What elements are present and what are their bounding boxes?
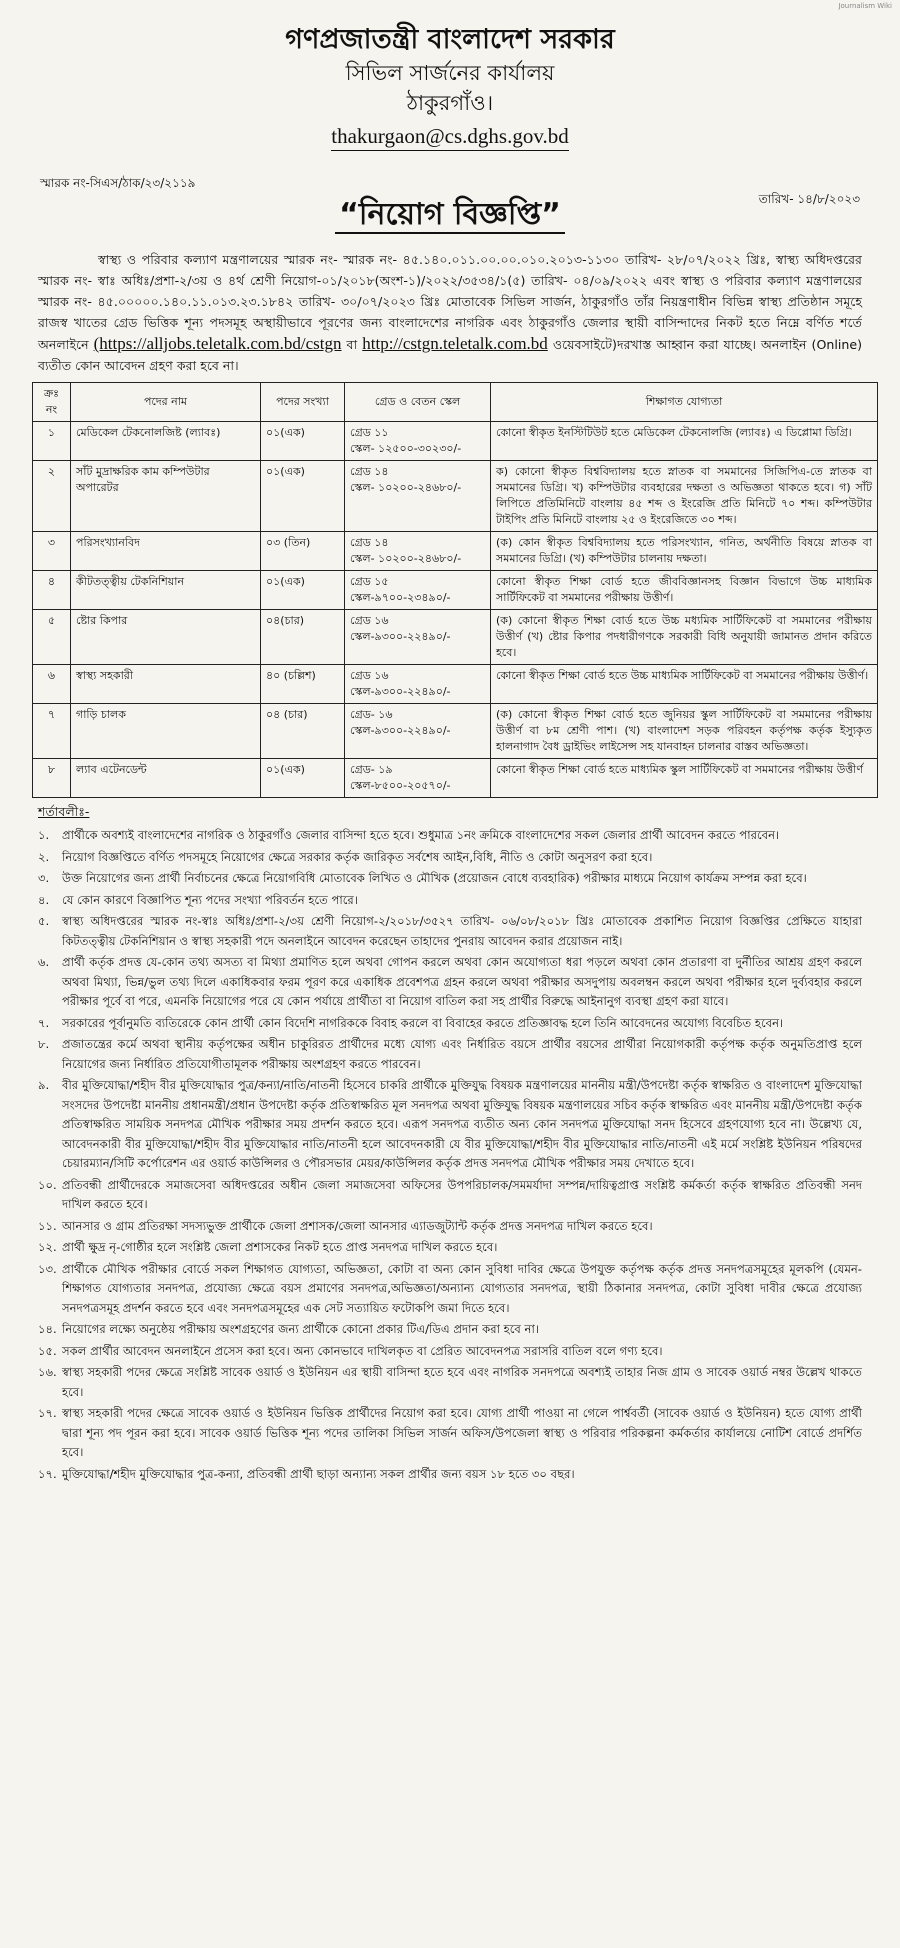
term-number: ১. — [38, 828, 50, 842]
term-item — [38, 1035, 862, 1074]
table-row — [33, 665, 878, 704]
grade: গ্রেড ১৫ — [350, 575, 389, 588]
terms-list — [38, 826, 862, 1484]
table-row — [33, 532, 878, 571]
cell-post-name: কীটতত্ত্বীয় টেকনিশিয়ান — [71, 571, 261, 610]
term-item — [38, 1363, 862, 1402]
term-text: প্রজাতন্ত্রের কর্মে অথবা স্থানীয় কর্তৃপক্ষের অধীন চাকুরিরত প্রার্থীদের মধ্যে যোগ্য এবং নির্ধারিত বয়সে প্রার্থীর বয়সের প্রার্থীরা নিয়োগকারী কর্তৃপক্ষ কর্তৃক অনুমতিপ্রাপ্ত হলে নিয়োগের জন্য নির্ধারিত প্রতিযোগীতামূলক পরীক্ষায় অংশগ্রহণ করতে পারবেন। — [62, 1037, 862, 1071]
term-text: আনসার ও গ্রাম প্রতিরক্ষা সদস্যভুক্ত প্রার্থীকে জেলা প্রশাসক/জেলা আনসার এ্যাডজুট্যান্ট কর্তৃক প্রদত্ত সনদপত্র দাখিল করতে হবে। — [62, 1218, 653, 1233]
term-item — [38, 953, 862, 1012]
term-number: ১২. — [38, 1240, 57, 1254]
term-text: প্রতিবন্ধী প্রার্থীদেরকে সমাজসেবা অধিদপ্তরের অধীন জেলা সমাজসেবা অফিসের উপপরিচালক/সমমর্যাদা সম্পন্ন/দায়িত্বপ্রাপ্ত সংশ্লিষ্ট কর্মকর্তা কর্তৃক স্বাক্ষরিত প্রতিবন্ধী সনদ দাখিল করতে হবে। — [62, 1177, 862, 1211]
table-row — [33, 571, 878, 610]
term-text: প্রার্থীকে মৌখিক পরীক্ষার বোর্ডে সকল শিক্ষাগত যোগ্যতা, অভিজ্ঞতা, কোটা বা অন্য কোন সুবিধা দাবির ক্ষেত্রে উপযুক্ত কর্তৃপক্ষ কর্তৃক প্রদত্ত সনদপত্রসমূহের মূলকপি (যেমন- শিক্ষাগত যোগ্যতার সনদপত্র, প্রযোজ্য ক্ষেত্রে বয়স প্রমাণের সনদপত্র,অভিজ্ঞতা/অন্যান্য যোগ্যতার সনদপত্র, স্থায়ী ঠিকানার সনদপত্র, কোটা সুবিধা দাবীর ক্ষেত্রে প্রযোজ্য সনদপত্রসমূহ প্রদর্শন করতে হবে এবং সনদপত্রসমূহের এক সেট সত্যায়িত ফটোকপি জমা দিতে হবে। — [62, 1261, 862, 1315]
term-item — [38, 1260, 862, 1319]
pay-scale: স্কেল- ১০২০০-২৪৬৮০/- — [350, 481, 462, 494]
alljobs-link: (https://alljobs.teletalk.com.bd/cstgn — [93, 334, 342, 353]
intro-or: বা — [346, 337, 358, 352]
term-text: স্বাস্থ্য সহকারী পদের ক্ষেত্রে সাবেক ওয়ার্ড ও ইউনিয়ন ভিত্তিক প্রার্থীদের নিয়োগ করা হবে। যোগ্য প্রার্থী পাওয়া না গেলে পার্শ্ববর্তী (সাবেক ওয়ার্ড ও ইউনিয়ন) হতে যোগ্য প্রার্থী দ্বারা শূন্য পদ পূরন করা হবে। সাবেক ওয়ার্ড ভিত্তিক শূন্য পদের তালিকা সিভিল সার্জন অফিস/উপজেলা স্বাস্থ্য ও পরিবার পরিকল্পনা কর্মকর্তার কার্যালয়ে নোটিশ বোর্ডে প্রদর্শিত হবে। — [62, 1406, 863, 1459]
cell-serial: ৩ — [33, 532, 71, 571]
cell-post-name: ষ্টোর কিপার — [71, 610, 261, 665]
term-number: ১৪. — [38, 1322, 57, 1336]
letterhead — [0, 0, 900, 151]
term-number: ৬. — [38, 955, 50, 969]
term-text: প্রার্থীকে অবশ্যই বাংলাদেশের নাগরিক ও ঠাকুরগাঁও জেলার বাসিন্দা হতে হবে। শুধুমাত্র ১নং ক্রমিকে বাংলাদেশের সকল জেলার প্রার্থী আবেদন করতে পারবেন। — [62, 828, 780, 842]
term-text: সরকারের পূর্বানুমতি ব্যতিরেকে কোন প্রার্থী কোন বিদেশি নাগরিককে বিবাহ করলে বা বিবাহের করতে প্রতিজ্ঞাবদ্ধ হলে তিনি আবেদনের অযোগ্য বিবেচিত হবেন। — [62, 1015, 784, 1030]
intro-text: স্বাস্থ্য ও পরিবার কল্যাণ মন্ত্রণালয়ের স্মারক নং- স্মারক নং- ৪৫.১৪০.০১১.০০.০০.০১০.২০১৩-১১৩০ তারিখ- ২৮/০৭/২০২২ খ্রিঃ, স্বাস্থ্য অধিদপ্তরের স্মারক নং- স্বাঃ অধিঃ/প্রশা-২/৩য় ও ৪র্থ শ্রেণী নিয়োগ-০১/২০১৮(অংশ-১)/২০২২/৩৫৩৪/১(৫) তারিখ- ০৪/০৯/২০২২ এবং স্বাস্থ্য ও পরিবার কল্যাণ মন্ত্রণালয়ের স্মারক নং- ৪৫.০০০০০.১৪০.১১.০১৩.২৩.১৮৪২ তারিখ- ৩০/০৭/২০২৩ খ্রিঃ মোতাবেক সিভিল সার্জন, ঠাকুরগাঁও তাঁর নিয়ন্ত্রণাধীন বিভিন্ন স্বাস্থ্য প্রতিষ্ঠান সমূহে রাজস্ব খাতের গ্রেড ভিত্তিক শূন্য পদসমূহ অস্থায়ীভাবে পূরণের জন্য বাংলাদেশের নাগরিক এবং ঠাকুরগাঁও জেলার স্থায়ী বাসিন্দাদের নিকট হতে নিম্নে বর্ণিত শর্তে অনলাইনে — [38, 252, 862, 352]
term-item — [38, 1465, 862, 1485]
cell-qualification: কোনো স্বীকৃত শিক্ষা বোর্ড হতে জীববিজ্ঞানসহ বিজ্ঞান বিভাগে উচ্চ মাধ্যমিক সার্টিফিকেট বা সমমানের পরীক্ষায় উত্তীর্ণ। — [491, 571, 878, 610]
table-row — [33, 759, 878, 798]
term-number: ১৭. — [38, 1406, 57, 1420]
term-item — [38, 1238, 862, 1258]
term-item — [38, 848, 862, 868]
terms-heading: শর্তাবলীঃ- — [38, 804, 90, 819]
header-grade-scale: গ্রেড ও বেতন স্কেল — [345, 383, 491, 422]
cell-qualification: (ক) কোনো স্বীকৃত শিক্ষা বোর্ড হতে জুনিয়র স্কুল সার্টিফিকেট বা সমমানের পরীক্ষায় উত্তীর্ণ বা ৮ম শ্রেণী পাশ। (খ) বাংলাদেশ সড়ক পরিবহন কর্তৃপক্ষ কর্তৃক ইস্যুকৃত হালনাগাদ বৈধ ড্রাইভিং লাইসেন্স সহ যানবাহন চালনার বাস্তব অভিজ্ঞতা। — [491, 704, 878, 759]
cell-grade-scale — [345, 759, 491, 798]
term-number: ১১. — [38, 1218, 57, 1233]
term-item — [38, 1217, 862, 1237]
cell-post-name: পরিসংখ্যানবিদ — [71, 532, 261, 571]
cell-post-count: ০১(এক) — [261, 422, 345, 461]
term-number: ১৩. — [38, 1261, 57, 1276]
cell-post-count: ০৪(চার) — [261, 610, 345, 665]
term-text: প্রার্থী ক্ষুদ্র নৃ-গোষ্ঠীর হলে সংশ্লিষ্ট জেলা প্রশাসকের নিকট হতে প্রাপ্ত সনদপত্র দাখিল করতে হবে। — [62, 1240, 498, 1254]
term-item — [38, 826, 862, 846]
cstgn-link: http://cstgn.teletalk.com.bd — [362, 334, 548, 353]
term-item — [38, 1320, 862, 1340]
cell-qualification: (ক) কোনো স্বীকৃত শিক্ষা বোর্ড হতে উচ্চ মধ্যমিক সার্টিফিকেট বা সমমানের পরীক্ষায় উত্তীর্ণ (খ) ষ্টোর কিপার পদধারীগণকে সরকারী বিধি অনুযায়ী জামানত প্রদান করিতে হবে। — [491, 610, 878, 665]
office-email: thakurgaon@cs.dghs.gov.bd — [331, 122, 568, 151]
cell-grade-scale — [345, 422, 491, 461]
header-post-count: পদের সংখ্যা — [261, 383, 345, 422]
pay-scale: স্কেল-৮৫০০-২০৫৭০/- — [350, 779, 451, 792]
table-row — [33, 422, 878, 461]
term-item — [38, 1404, 862, 1463]
memo-date: তারিখ- ১৪/৮/২০২৩ — [758, 192, 860, 206]
cell-serial: ২ — [33, 461, 71, 532]
cell-serial: ৭ — [33, 704, 71, 759]
intro-tail: ওয়েবসাইটে)দরখাস্ত আহ্বান করা যাচ্ছে। অনলাইন (Online) ব্যতীত কোন আবেদন গ্রহণ করা হবে না। — [38, 337, 862, 373]
cell-grade-scale — [345, 571, 491, 610]
cell-qualification: কোনো স্বীকৃত ইনস্টিটিউট হতে মেডিকেল টেকনোলজি (ল্যাবঃ) এ ডিপ্লোমা ডিগ্রি। — [491, 422, 878, 461]
cell-grade-scale — [345, 461, 491, 532]
cell-qualification: (ক) কোন স্বীকৃত বিশ্ববিদ্যালয় হতে পরিসংখ্যান, গনিত, অর্থনীতি বিষয়ে স্নাতক বা সমমানের ডিগ্রি। (খ) কম্পিউটার চালনায় দক্ষতা। — [491, 532, 878, 571]
pay-scale: স্কেল- ১২৫০০-৩০২৩০/- — [350, 442, 462, 455]
table-row — [33, 610, 878, 665]
cell-qualification: কোনো স্বীকৃত শিক্ষা বোর্ড হতে মাধ্যমিক স্কুল সার্টিফিকেট বা সমমানের পরীক্ষায় উত্তীর্ণ — [491, 759, 878, 798]
table-row — [33, 461, 878, 532]
table-header-row — [33, 383, 878, 422]
cell-grade-scale — [345, 665, 491, 704]
term-item — [38, 891, 862, 911]
cell-grade-scale — [345, 704, 491, 759]
term-text: প্রার্থী কর্তৃক প্রদত্ত যে-কোন তথ্য অসত্য বা মিথ্যা প্রমাণিত হলে অথবা গোপন করলে অথবা কোন অযোগ্যতা ধরা পড়লে অথবা কোন প্রতারণা বা দুর্নীতির আশ্রয় গ্রহণ করলে অথবা মিথ্যা, ভিন্ন/ভুল তথ্য দিলে একাধিকবার ফরম পূরণ করে একাধিক প্রবেশপত্র গ্রহন করলে অথবা পরীক্ষার অসদুপায় অবলম্বন করলে অথবা পরীক্ষার হলে দুর্ব্যবহার করলে পরীক্ষার পূর্বে বা পরে, এমনকি নিয়োগের পরে যে কোন পর্যায়ে প্রার্থীতা বা নিয়োগ বাতিল করা সহ প্রার্থীর বিরুদ্ধে আইনানুগ ব্যবস্থা গ্রহণ করা যাবে। — [62, 955, 862, 1008]
cell-post-name: সাঁট মুদ্রাক্ষরিক কাম কম্পিউটার অপারেটর — [71, 461, 261, 532]
office-name: সিভিল সার্জনের কার্যালয় — [345, 61, 555, 85]
header-post-name: পদের নাম — [71, 383, 261, 422]
office-location: ঠাকুরগাঁও। — [406, 91, 494, 115]
memo-number: স্মারক নং-সিএস/ঠাক/২৩/২১১৯ — [40, 176, 196, 190]
pay-scale: স্কেল-৯৩০০-২২৪৯০/- — [350, 724, 451, 737]
cell-post-name: স্বাস্থ্য সহকারী — [71, 665, 261, 704]
term-item — [38, 1176, 862, 1215]
term-item — [38, 869, 862, 889]
cell-grade-scale — [345, 610, 491, 665]
cell-post-count: ০১(এক) — [261, 461, 345, 532]
cell-post-count: ০৩ (তিন) — [261, 532, 345, 571]
header-qualification: শিক্ষাগত যোগ্যতা — [491, 383, 878, 422]
term-text: সকল প্রার্থীর আবেদন অনলাইনে প্রসেস করা হবে। অন্য কোনভাবে দাখিলকৃত বা প্রেরিত আবেদনপত্র সরাসরি বাতিল বলে গণ্য হবে। — [62, 1343, 663, 1358]
grade: গ্রেড- ১৬ — [350, 708, 393, 721]
vacancy-table — [32, 382, 878, 798]
cell-serial: ৮ — [33, 759, 71, 798]
cell-serial: ৫ — [33, 610, 71, 665]
term-number: ৯. — [38, 1078, 50, 1092]
pay-scale: স্কেল-৯৭০০-২৩৪৯০/- — [350, 591, 451, 604]
cell-serial: ৪ — [33, 571, 71, 610]
term-text: নিয়োগের লক্ষ্যে অনুষ্ঠেয় পরীক্ষায় অংশগ্রহণের জন্য প্রার্থীকে কোনো প্রকার টিএ/ডিএ প্রদান করা হবে না। — [62, 1322, 539, 1336]
cell-post-name: গাড়ি চালক — [71, 704, 261, 759]
grade: গ্রেড ১১ — [350, 426, 389, 439]
memo-row — [0, 169, 900, 207]
term-number: ১৭. — [38, 1466, 57, 1481]
term-number: ৫. — [38, 914, 50, 928]
cell-qualification: ক) কোনো স্বীকৃত বিশ্ববিদ্যালয় হতে স্নাতক বা সমমানের সিজিপিএ-তে স্নাতক বা সমমানের ডিগ্রি। খ) কম্পিউটার ব্যবহারের দক্ষতা ও অভিজ্ঞতা থাকতে হবে। গ) সাঁট লিপিতে প্রতিমিনিটে বাংলায় ৪৫ শব্দ ও ইংরেজি প্রতি মিনিটে ৭০ শব্দ। কম্পিউটার টাইপিং প্রতি মিনিটে বাংলায় ২৫ ও ইংরেজিতে ৩০ শব্দ। — [491, 461, 878, 532]
term-item — [38, 1014, 862, 1034]
cell-post-name: ল্যাব এটেনডেন্ট — [71, 759, 261, 798]
term-number: ১৬. — [38, 1365, 57, 1379]
cell-grade-scale — [345, 532, 491, 571]
cell-serial: ৬ — [33, 665, 71, 704]
term-text: বীর মুক্তিযোদ্ধা/শহীদ বীর মুক্তিযোদ্ধার পুত্র/কন্যা/নাতি/নাতনী হিসেবে চাকরি প্রার্থীকে মুক্তিযুদ্ধ বিষয়ক মন্ত্রণালয়ের মাননীয় মন্ত্রী/উপদেষ্টা কর্তৃক স্বাক্ষরিত ও বাংলাদেশ মুক্তিযোদ্ধা সংসদের উপদেষ্টা মাননীয় প্রধানমন্ত্রী/প্রধান উপদেষ্টা কর্তৃক প্রতিস্বাক্ষরিত মূল সনদপত্র অথবা মুক্তিযুদ্ধ বিষয়ক মন্ত্রণালয়ের সচিব কর্তৃক স্বাক্ষরিত এবং মাননীয় মন্ত্রী/উপদেষ্টা কর্তৃক প্রতিস্বাক্ষরিত সাময়িক সনদপত্র মৌখিক পরীক্ষার সময় প্রদর্শন করতে হবে। এরূপ সনদপত্র ব্যতীত অন্য কোন সনদপত্র মুক্তিযোদ্ধা সনদ হিসেবে গ্রহণযোগ্য হবে না। উল্লেখ্য যে, আবেদনকারী বীর মুক্তিযোদ্ধা/শহীদ বীর মুক্তিযোদ্ধার নাতি/নাতনী হলে আবেদনকারী যে বীর মুক্তিযোদ্ধা/শহীদ বীর মুক্তিযোদ্ধার নাতি/নাতনী এই মর্মে সংশ্লিষ্ট ইউনিয়ন পরিষদের চেয়ারম্যান/সিটি কর্পোরেশন এর ওয়ার্ড কাউন্সিলর ও পৌরসভার মেয়র/কাউন্সিলর কর্তৃক প্রদত্ত সনদপত্র মৌখিক পরীক্ষার সময় দেখাতে হবে। — [62, 1078, 862, 1170]
notice-title-text: “নিয়োগ বিজ্ঞপ্তি” — [335, 197, 565, 234]
pay-scale: স্কেল- ১০২০০-২৪৬৮০/- — [350, 552, 462, 565]
pay-scale: স্কেল-৯৩০০-২২৪৯০/- — [350, 630, 451, 643]
grade: গ্রেড ১৬ — [350, 669, 389, 682]
header-serial: ক্রঃ নং — [33, 383, 71, 422]
term-text: নিয়োগ বিজ্ঞপ্তিতে বর্ণিত পদসমূহে নিয়োগের ক্ষেত্রে সরকার কর্তৃক জারিকৃত সর্বশেষ আইন,বিধি, নীতি ও কোটা অনুসরণ করা হবে। — [62, 849, 653, 864]
grade: গ্রেড- ১৯ — [350, 763, 393, 776]
pay-scale: স্কেল-৯৩০০-২২৪৯০/- — [350, 685, 451, 698]
term-item — [38, 1076, 862, 1174]
term-number: ১০. — [38, 1177, 57, 1192]
watermark-corner: Journalism Wiki — [838, 2, 892, 10]
cell-post-name: মেডিকেল টেকনোলজিষ্ট (ল্যাবঃ) — [71, 422, 261, 461]
cell-post-count: ০১(এক) — [261, 759, 345, 798]
term-text: যে কোন কারণে বিজ্ঞাপিত শূন্য পদের সংখ্যা পরিবর্তন হতে পারে। — [62, 892, 358, 907]
term-number: ১৫. — [38, 1343, 57, 1358]
grade: গ্রেড ১৪ — [350, 465, 389, 478]
cell-post-count: ৪০ (চল্লিশ) — [261, 665, 345, 704]
term-number: ৩. — [38, 871, 50, 885]
term-number: ৪. — [38, 892, 50, 907]
government-title: গণপ্রজাতন্ত্রী বাংলাদেশ সরকার — [285, 24, 615, 55]
table-row — [33, 704, 878, 759]
term-number: ২. — [38, 849, 50, 864]
cell-post-count: ০১(এক) — [261, 571, 345, 610]
term-number: ৮. — [38, 1037, 50, 1051]
grade: গ্রেড ১৬ — [350, 614, 389, 627]
term-number: ৭. — [38, 1015, 50, 1030]
grade: গ্রেড ১৪ — [350, 536, 389, 549]
term-item — [38, 1342, 862, 1362]
intro-paragraph — [38, 249, 862, 376]
term-text: স্বাস্থ্য সহকারী পদের ক্ষেত্রে সংশ্লিষ্ট সাবেক ওয়ার্ড ও ইউনিয়ন এর স্থায়ী বাসিন্দা হতে হবে এবং নাগরিক সনদপত্রে অবশ্যই তাহার নিজ গ্রাম ও সাবেক ওয়ার্ড নম্বর উল্লেখ থাকতে হবে। — [62, 1365, 862, 1399]
cell-post-count: ০৪ (চার) — [261, 704, 345, 759]
term-text: উক্ত নিয়োগের জন্য প্রার্থী নির্বাচনের ক্ষেত্রে নিয়োগবিধি মোতাবেক লিখিত ও মৌখিক (প্রয়োজন বোধে ব্যবহারিক) পরীক্ষার মাধ্যমে নিয়োগ কার্যক্রম সম্পন্ন করা হবে। — [62, 871, 807, 885]
cell-qualification: কোনো স্বীকৃত শিক্ষা বোর্ড হতে উচ্চ মাধ্যমিক সার্টিফিকেট বা সমমানের পরীক্ষায় উত্তীর্ণ। — [491, 665, 878, 704]
cell-serial: ১ — [33, 422, 71, 461]
term-item — [38, 912, 862, 951]
term-text: মুক্তিযোদ্ধা/শহীদ মুক্তিযোদ্ধার পুত্র-কন্যা, প্রতিবন্ধী প্রার্থী ছাড়া অন্যান্য সকল প্রার্থীর জন্য বয়স ১৮ হতে ৩০ বছর। — [62, 1466, 575, 1481]
term-text: স্বাস্থ্য অধিদপ্তরের স্মারক নং-স্বাঃ অধিঃ/প্রশা-২/৩য় শ্রেণী নিয়োগ-২/২০১৮/৩৫২৭ তারিখ- ০৬/০৮/২০১৮ খ্রিঃ মোতাবেক প্রকাশিত নিয়োগ বিজ্ঞপ্তির প্রেক্ষিতে যাহারা কিটতত্ত্বীয় টেকনিশিয়ান ও স্বাস্থ্য সহকারী পদে অনলাইনে আবেদন করেছেন তাহাদের পুনরায় আবেদন করার প্রয়োজন নাই। — [62, 914, 862, 948]
